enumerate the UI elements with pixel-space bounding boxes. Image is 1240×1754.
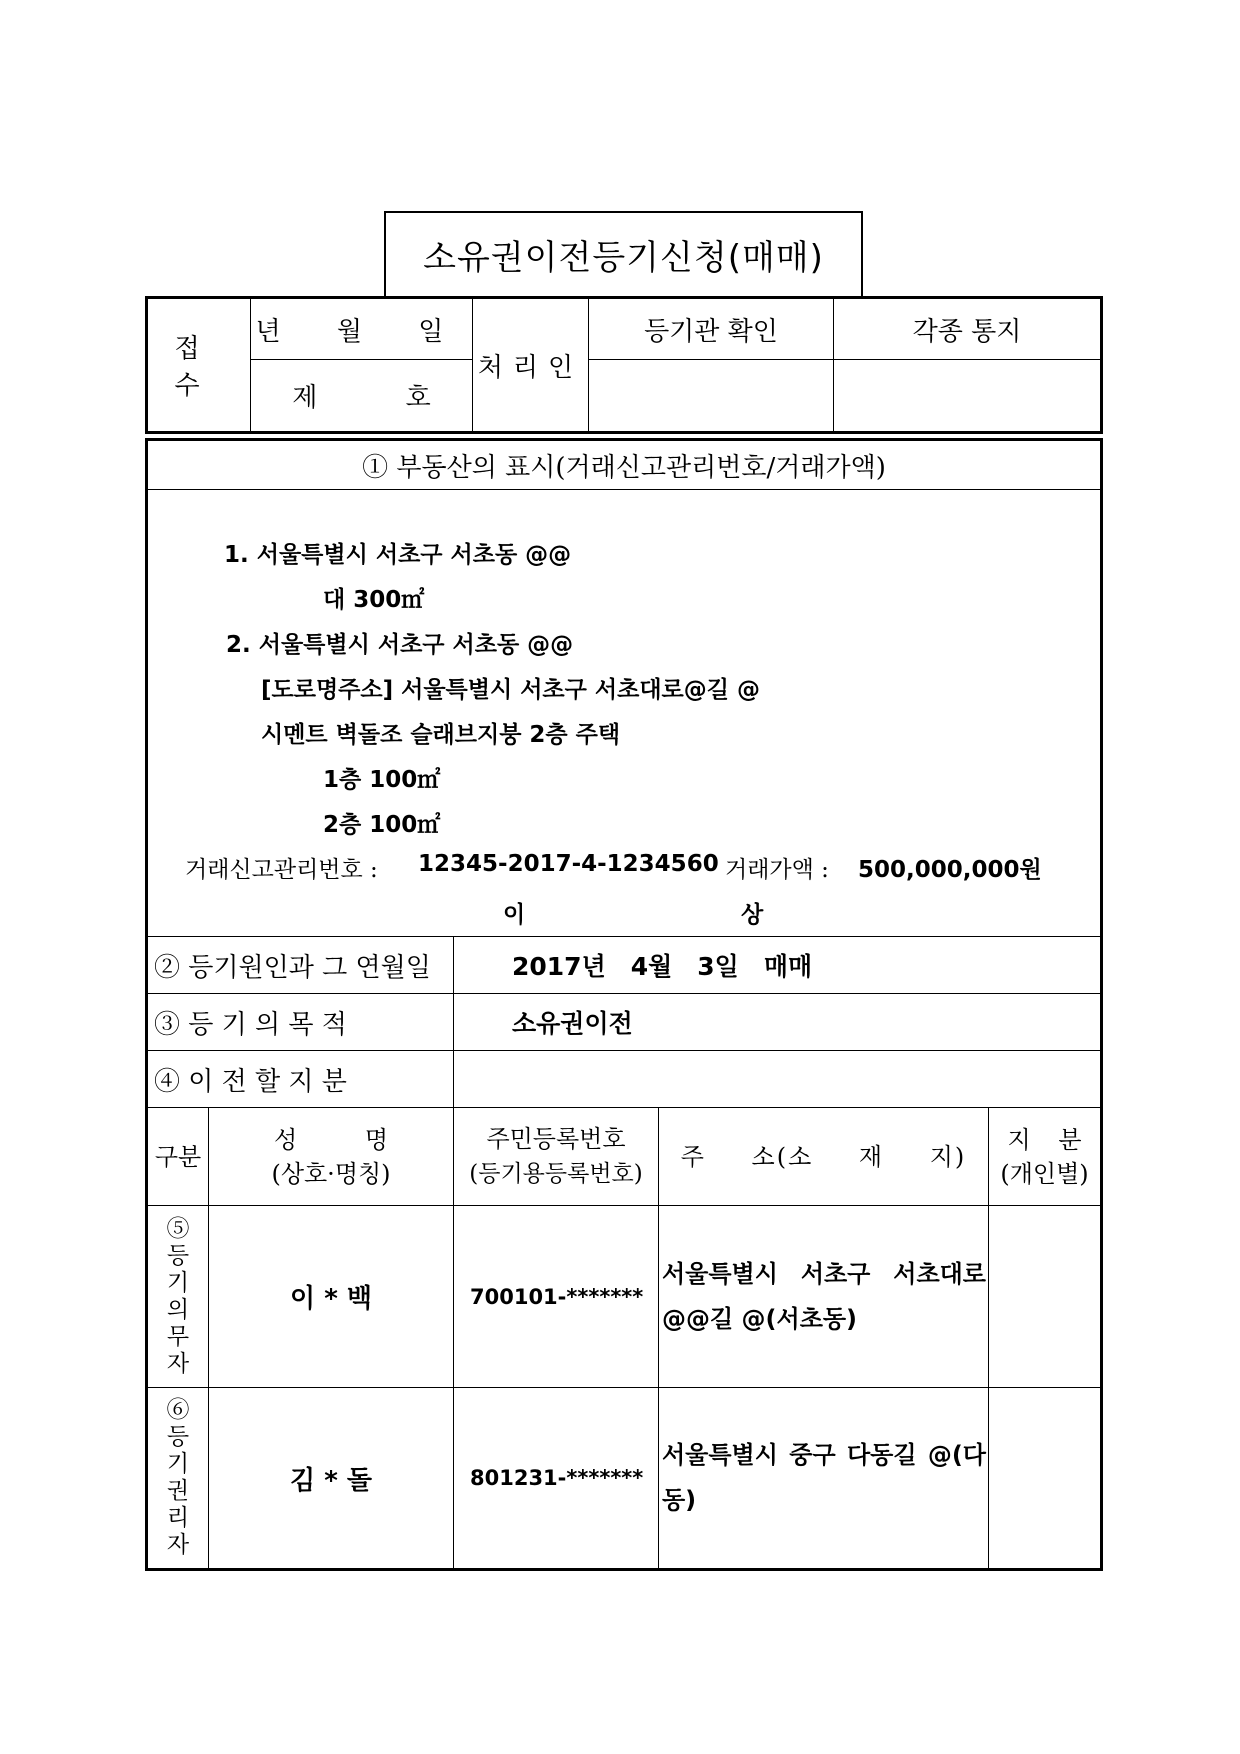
notice-field xyxy=(834,360,1102,433)
property-header: ① 부동산의 표시(거래신고관리번호/거래가액) xyxy=(147,440,1102,490)
receipt-label: 접 수 xyxy=(147,298,251,433)
receipt-table xyxy=(145,296,1103,434)
share-header xyxy=(989,1108,1102,1206)
obligor-label: ⑤등기의무자 xyxy=(166,1215,190,1377)
registrar-confirm-label: 등기관 확인 xyxy=(589,298,834,360)
property-line-5: 시멘트 벽돌조 슬래브지붕 2층 주택 xyxy=(261,722,621,748)
name-header xyxy=(209,1108,454,1206)
purpose-label: ③ 등 기 의 목 적 xyxy=(147,994,454,1051)
obligee-share xyxy=(989,1388,1102,1570)
registrar-confirm-field xyxy=(589,360,834,433)
price-value: 500,000,000원 xyxy=(858,857,1042,883)
document-title: 소유권이전등기신청(매매) xyxy=(384,211,863,296)
cause-label: ② 등기원인과 그 연월일 xyxy=(147,937,454,994)
obligee-id: 801231-******* xyxy=(454,1388,659,1570)
obligor-share xyxy=(989,1206,1102,1388)
share-label: ④ 이 전 할 지 분 xyxy=(147,1051,454,1108)
trade-no-label: 거래신고관리번호 : xyxy=(185,857,378,883)
share-header-line1: 지 분 xyxy=(1007,1125,1082,1154)
name-header-line1: 성 명 xyxy=(274,1125,388,1154)
purpose-value: 소유권이전 xyxy=(454,994,1102,1051)
id-header-line2: (등기용등록번호) xyxy=(469,1161,643,1187)
processor-label: 처리인 xyxy=(473,298,589,433)
property-line-6: 1층 100㎡ xyxy=(323,767,441,793)
obligor-id: 700101-******* xyxy=(454,1206,659,1388)
category-header: 구분 xyxy=(147,1108,209,1206)
obligee-label-cell xyxy=(147,1388,209,1570)
end-mark-left: 이 xyxy=(503,902,526,928)
notice-label: 각종 통지 xyxy=(834,298,1102,360)
end-mark-right: 상 xyxy=(741,902,764,928)
cause-value: 2017년 4월 3일 매매 xyxy=(454,937,1102,994)
id-header-line1: 주민등록번호 xyxy=(486,1125,626,1153)
obligee-name: 김 * 돌 xyxy=(209,1388,454,1570)
address-header: 주 소(소 재 지) xyxy=(659,1108,989,1206)
property-description xyxy=(147,490,1102,937)
obligee-label: ⑥등기권리자 xyxy=(166,1397,190,1558)
property-line-3: 2. 서울특별시 서초구 서초동 @@ xyxy=(226,632,574,658)
name-header-line2: (상호·명칭) xyxy=(271,1159,391,1188)
obligor-label-cell xyxy=(147,1206,209,1388)
obligee-address: 서울특별시 중구 다동길 @(다동) xyxy=(659,1388,989,1570)
share-header-line2: (개인별) xyxy=(1000,1159,1089,1188)
property-line-2: 대 300㎡ xyxy=(323,587,425,613)
id-header xyxy=(454,1108,659,1206)
share-value xyxy=(454,1051,1102,1108)
obligor-address: 서울특별시 서초구 서초대로@@길 @(서초동) xyxy=(659,1206,989,1388)
receipt-number-label: 제 호 xyxy=(251,360,473,433)
property-line-1: 1. 서울특별시 서초구 서초동 @@ xyxy=(224,542,572,568)
main-table xyxy=(145,438,1103,1571)
receipt-date-label: 년 월 일 xyxy=(251,298,473,360)
property-line-4: [도로명주소] 서울특별시 서초구 서초대로@길 @ xyxy=(261,677,760,703)
price-label: 거래가액 : xyxy=(725,857,829,883)
property-line-7: 2층 100㎡ xyxy=(323,812,441,838)
trade-no-value: 12345-2017-4-1234560 xyxy=(418,851,719,877)
obligor-name: 이 * 백 xyxy=(209,1206,454,1388)
